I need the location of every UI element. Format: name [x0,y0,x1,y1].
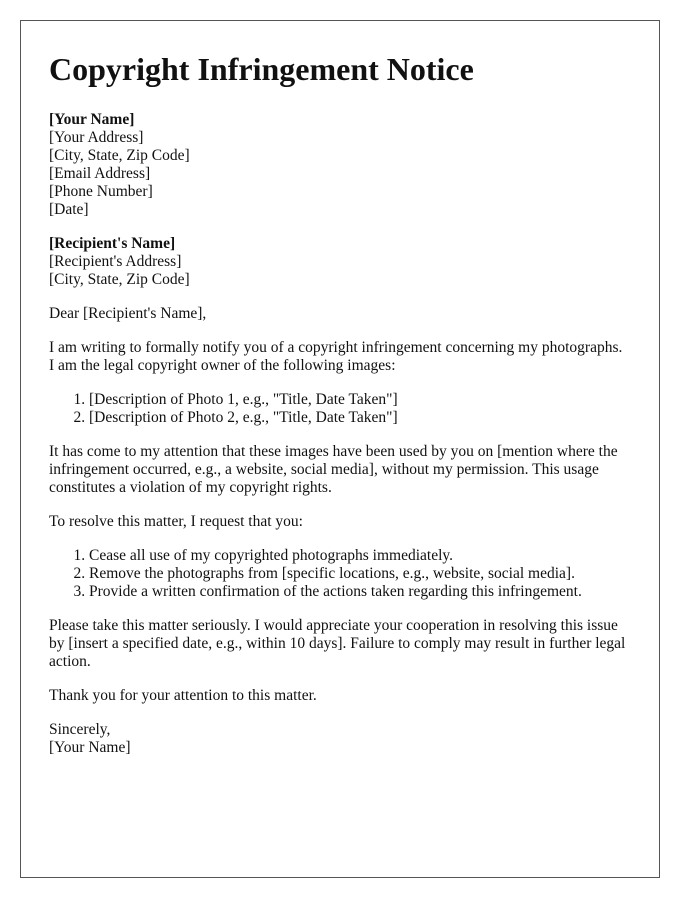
infringement-paragraph: It has come to my attention that these images have been used by you on [mention where the infringement occurred, e.g., a website, social media], without my permission. This usage constitutes a violation of my copyright rights. [49,443,618,496]
sender-block [49,111,631,219]
photo-list-item: 2. [Description of Photo 2, e.g., "Title, Date Taken"] [89,409,631,427]
sender-address: [Your Address] [49,129,144,146]
sender-phone: [Phone Number] [49,183,153,200]
sender-email: [Email Address] [49,165,151,182]
sender-city-state-zip: [City, State, Zip Code] [49,147,190,164]
salutation: Dear [Recipient's Name], [49,305,207,322]
intro-paragraph: I am writing to formally notify you of a copyright infringement concerning my photographs. I am the legal copyright owner of the following images: [49,339,623,374]
letter-page [20,20,660,878]
recipient-city-state-zip: [City, State, Zip Code] [49,271,190,288]
recipient-address: [Recipient's Address] [49,253,182,270]
request-list-item: 1. Cease all use of my copyrighted photographs immediately. [89,547,631,565]
request-list [49,547,631,601]
photo-list [49,391,631,427]
closing-name: [Your Name] [49,739,131,756]
sender-date: [Date] [49,201,89,218]
request-list-item: 3. Provide a written confirmation of the actions taken regarding this infringement. [89,583,631,601]
request-intro: To resolve this matter, I request that you: [49,513,303,530]
photo-list-item: 1. [Description of Photo 1, e.g., "Title, Date Taken"] [89,391,631,409]
recipient-name: [Recipient's Name] [49,235,176,252]
recipient-block [49,235,631,289]
closing-signoff: Sincerely, [49,721,111,738]
thanks-paragraph: Thank you for your attention to this matter. [49,687,317,704]
warning-paragraph: Please take this matter seriously. I would appreciate your cooperation in resolving this issue by [insert a specified date, e.g., within 10 days]. Failure to comply may result in further legal action. [49,617,626,670]
page-title: Copyright Infringement Notice [49,51,474,87]
closing-block [49,721,631,757]
request-list-item: 2. Remove the photographs from [specific locations, e.g., website, social media]. [89,565,631,583]
sender-name: [Your Name] [49,111,135,128]
